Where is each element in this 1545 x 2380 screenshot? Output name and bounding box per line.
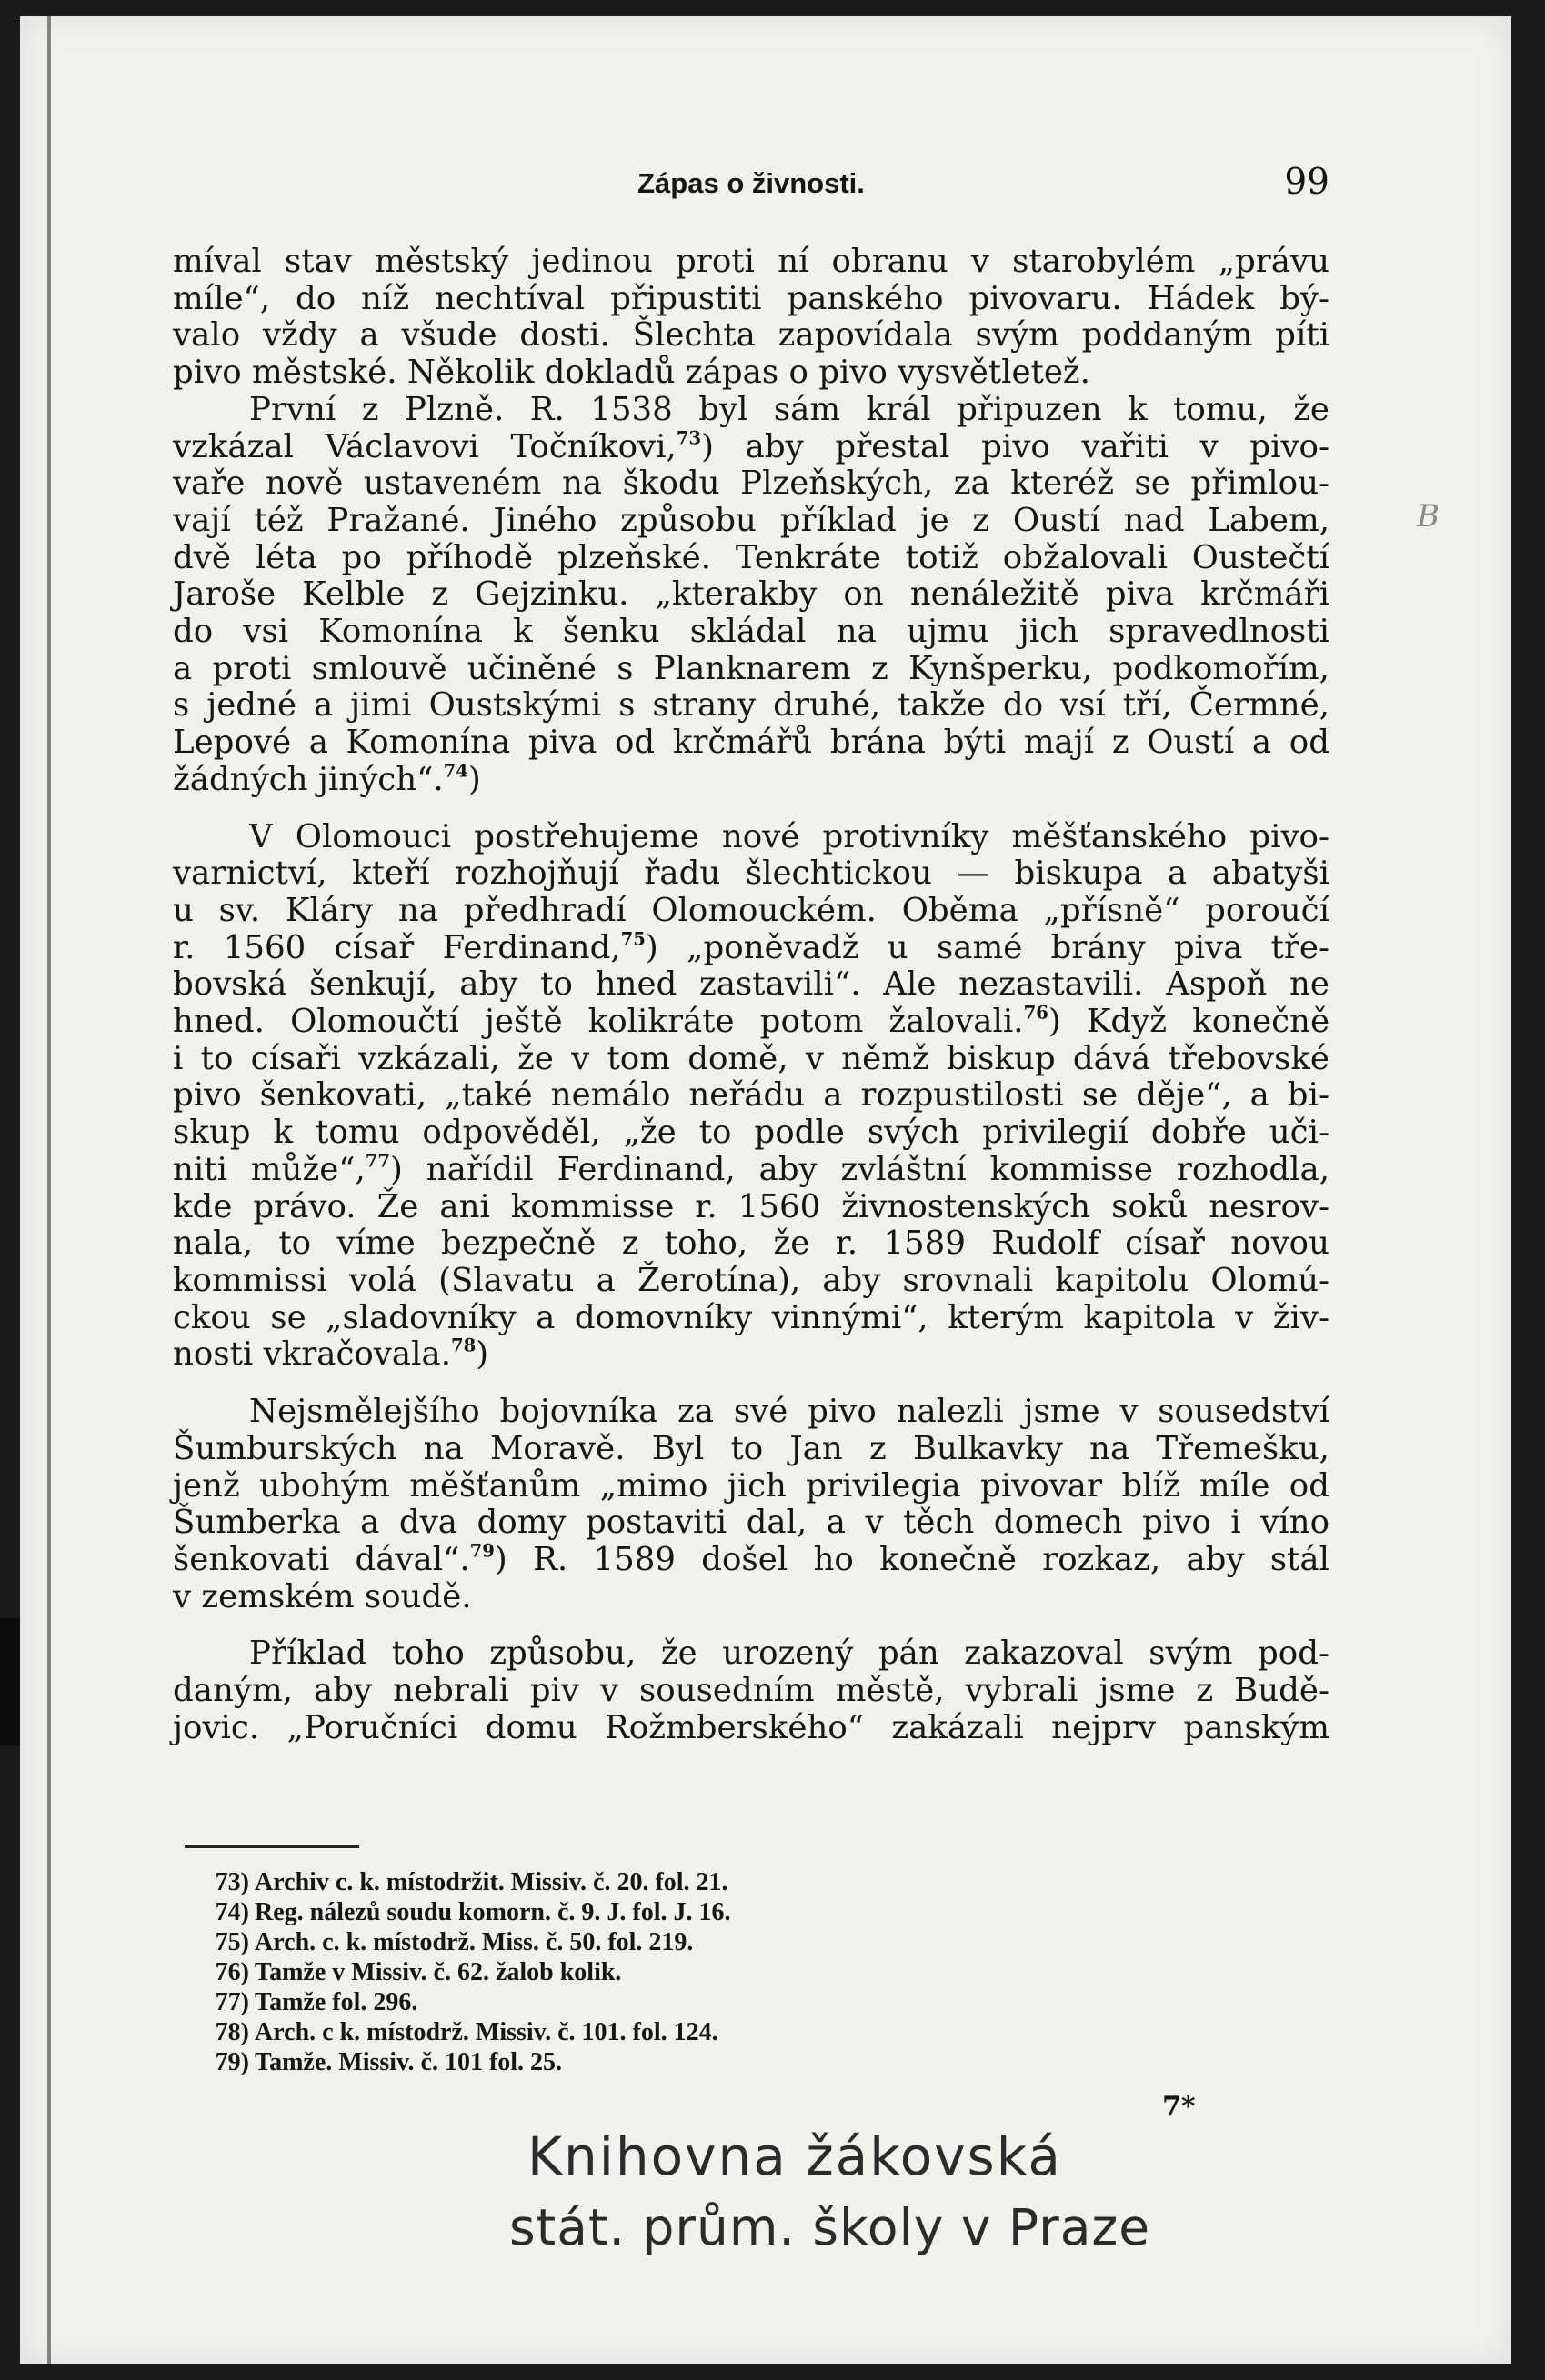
footnote <box>215 2047 1073 2077</box>
text-line-content: Šumberka a dva domy postaviti dal, a v těch domech pivo i víno <box>173 1504 1329 1542</box>
text-line-content: vzkázal Václavovi Točníkovi, <box>173 427 677 465</box>
gutter-line <box>47 16 51 2364</box>
text-line-content: u sv. Kláry na předhradí Olomouckém. Oběma „přísně“ poroučí <box>173 891 1329 929</box>
footnote-rule <box>185 1845 359 1848</box>
text-line-content: daným, aby nebrali piv v sousedním městě, vybrali jsme z Budě- <box>173 1672 1329 1710</box>
text-line <box>173 392 1329 429</box>
text-line <box>173 1505 1329 1542</box>
text-line-content: kde právo. Že ani kommisse r. 1560 živnostenských soků nesrov- <box>173 1187 1329 1225</box>
footnote <box>215 1867 1073 1897</box>
text-line-content: V Olomouci postřehujeme nové protivníky měšťanského pivo- <box>249 817 1329 855</box>
text-line-content: i to císaři vzkázali, že v tom domě, v němž biskup dává třebovské <box>173 1039 1329 1077</box>
page-header <box>173 153 1329 216</box>
text-line <box>173 244 1329 281</box>
text-line <box>173 1263 1329 1300</box>
text-line-content: varnictví, kteří rozhojňují řadu šlechtickou — biskupa a abatyši <box>173 855 1329 893</box>
text-line-content: šenkovati dával“. <box>173 1540 470 1578</box>
library-stamp <box>509 2125 1164 2307</box>
footnote-text: Tamže fol. 296. <box>255 1988 418 2016</box>
text-line <box>173 540 1329 577</box>
footnote-text: Arch. c. k. místodrž. Miss. č. 50. fol. 219. <box>255 1928 694 1956</box>
text-line <box>173 614 1329 651</box>
footnote-marker: 73) <box>215 1868 249 1896</box>
text-line-continuation: ) „poněvadž u samé brány piva tře- <box>645 928 1329 966</box>
footnote-text: Arch. c k. místodrž. Missiv. č. 101. fol. 124. <box>255 2018 718 2046</box>
text-line <box>173 1336 1329 1374</box>
text-line-content: jenž ubohým měšťanům „mimo jich privilegia pivovar blíž míle od <box>173 1466 1329 1505</box>
text-line-content: nosti vkračovala. <box>173 1335 452 1374</box>
text-line <box>173 1468 1329 1505</box>
footnote-reference: 75 <box>620 927 646 949</box>
text-line <box>173 762 1329 799</box>
footnote-text: Reg. nálezů soudu komorn. č. 9. J. fol. J. 16. <box>255 1898 731 1926</box>
text-line-content: míle“, do níž nechtíval připustiti panského pivovaru. Hádek bý- <box>173 279 1329 317</box>
text-line-content: a proti smlouvě učiněné s Planknarem z Kynšperku, podkomořím, <box>173 649 1329 687</box>
footnote-reference: 77 <box>365 1150 391 1172</box>
footnote-reference: 76 <box>1023 1002 1048 1024</box>
text-line <box>173 1152 1329 1189</box>
text-line-content: Lepové a Komonína piva od krčmářů brána býti mají z Oustí a od <box>173 724 1329 762</box>
footnote-reference: 73 <box>676 426 702 448</box>
text-line <box>173 1004 1329 1041</box>
text-line-content: První z Plzně. R. 1538 byl sám král připuzen k tomu, že <box>249 390 1329 428</box>
text-line <box>173 355 1329 392</box>
text-line-content: jovic. „Poručníci domu Rožmberského“ zakázali nejprv panským <box>173 1708 1329 1746</box>
footnote-reference: 74 <box>443 760 468 782</box>
text-line <box>173 1077 1329 1115</box>
footnote-marker: 74) <box>215 1898 249 1926</box>
text-line <box>173 1115 1329 1152</box>
text-line <box>173 1041 1329 1078</box>
text-line-content: vají též Pražané. Jiného způsobu příklad je z Oustí nad Labem, <box>173 501 1329 539</box>
text-line <box>173 317 1329 355</box>
text-line-content: dvě léta po příhodě plzeňské. Tenkráte totiž obžalovali Oustečtí <box>173 538 1329 576</box>
text-line <box>173 426 1329 466</box>
footnote-marker: 75) <box>215 1928 249 1956</box>
text-line-content: kommissi volá (Slavatu a Žerotína), aby srovnali kapitolu Olomú- <box>173 1261 1329 1299</box>
text-line <box>173 966 1329 1004</box>
text-line <box>173 1394 1329 1431</box>
stamp-line-1: Knihovna žákovská <box>527 2125 1062 2187</box>
binding-edge <box>0 1618 20 1745</box>
text-line-content: valo vždy a všude dosti. Šlechta zapovídala svým poddaným píti <box>173 316 1329 355</box>
text-line <box>173 465 1329 503</box>
text-line-content: Příklad toho způsobu, že urozený pán zakazoval svým pod- <box>249 1635 1329 1673</box>
paragraph-gap <box>173 1374 1329 1394</box>
text-line <box>173 1300 1329 1337</box>
text-line <box>173 1673 1329 1710</box>
footnote-marker: 79) <box>215 2048 249 2076</box>
body-text <box>173 244 1329 1746</box>
text-line-content: ckou se „sladovníky a domovníky vinnými“, kterým kapitola v živ- <box>173 1298 1329 1336</box>
text-line <box>173 687 1329 725</box>
text-line-content: žádných jiných“. <box>173 760 444 798</box>
text-line-content: Nejsmělejšího bojovníka za své pivo nalezli jsme v sousedství <box>249 1393 1329 1431</box>
footnote-text: Archiv c. k. místodržit. Missiv. č. 20. fol. 21. <box>255 1868 728 1896</box>
text-line-content: bovská šenkují, aby to hned zastavili“. Ale nezastavili. Aspoň ne <box>173 965 1329 1004</box>
text-line-continuation: ) Když konečně <box>1048 1003 1329 1041</box>
signature-mark: 7* <box>1162 2091 1196 2123</box>
text-line-content: s jedné a jimi Oustskými s strany druhé, takže do vsí tří, Čermné, <box>173 686 1329 725</box>
footnote-text: Tamže. Missiv. č. 101 fol. 25. <box>255 2048 563 2076</box>
footnote-reference: 79 <box>469 1540 495 1562</box>
footnote-reference: 78 <box>451 1335 477 1356</box>
text-line-content: Šumburských na Moravě. Byl to Jan z Bulkavky na Třemešku, <box>173 1429 1329 1467</box>
footnote <box>215 2017 1073 2047</box>
marginal-pencil-mark: B <box>1417 498 1440 535</box>
paragraph-gap <box>173 799 1329 819</box>
text-line <box>173 1431 1329 1468</box>
text-line-continuation: ) nařídil Ferdinand, aby zvláštní kommisse rozhodla, <box>390 1150 1329 1188</box>
footnote-marker: 78) <box>215 2018 249 2046</box>
text-line-content: do vsi Komonína k šenku skládal na ujmu jich spravedlnosti <box>173 613 1329 651</box>
text-line <box>173 576 1329 614</box>
text-line <box>173 503 1329 540</box>
footnote-marker: 77) <box>215 1988 249 2016</box>
text-line-content: v zemském soudě. <box>173 1577 472 1615</box>
footnote-marker: 76) <box>215 1958 249 1986</box>
footnote <box>215 1897 1073 1927</box>
text-line-content: pivo šenkovati, „také nemálo neřádu a rozpustilosti se děje“, a bi- <box>173 1076 1329 1115</box>
stamp-line-2: stát. prům. školy v Praze <box>509 2198 1151 2256</box>
text-line-continuation: ) R. 1589 došel ho konečně rozkaz, aby stál <box>494 1540 1329 1578</box>
text-line <box>173 893 1329 930</box>
footnotes <box>215 1867 1073 2077</box>
text-line-content: nala, to víme bezpečně z toho, že r. 1589 Rudolf císař novou <box>173 1225 1329 1263</box>
text-line <box>173 1189 1329 1226</box>
text-line-continuation: ) <box>476 1335 489 1374</box>
text-line <box>173 1225 1329 1263</box>
text-line <box>173 281 1329 318</box>
text-line-content: niti může“, <box>173 1150 366 1188</box>
text-line <box>173 1542 1329 1579</box>
footnote <box>215 1927 1073 1957</box>
text-line-content: Jaroše Kelble z Gejzinku. „kterakby on nenáležitě piva krčmáři <box>173 575 1329 614</box>
footnote-text: Tamže v Missiv. č. 62. žalob kolik. <box>255 1958 622 1986</box>
text-line <box>173 927 1329 967</box>
text-line-content: skup k tomu odpověděl, „že to podle svých privilegií dobře uči- <box>173 1114 1329 1152</box>
text-line-content: vaře nově ustaveném na škodu Plzeňských, za kteréž se přimlou- <box>173 465 1329 503</box>
text-line-content: míval stav městský jedinou proti ní obranu v starobylém „právu <box>173 243 1329 280</box>
text-line <box>173 855 1329 893</box>
paragraph-gap <box>173 1615 1329 1635</box>
text-line-content: hned. Olomoučtí ještě kolikráte potom žalovali. <box>173 1003 1024 1041</box>
text-line-continuation: ) <box>467 760 481 798</box>
text-line <box>173 651 1329 688</box>
text-line <box>173 1710 1329 1747</box>
text-line-continuation: ) aby přestal pivo vařiti v pivo- <box>701 427 1329 465</box>
text-line-content: r. 1560 císař Ferdinand, <box>173 928 621 966</box>
running-title: Zápas o živnosti. <box>637 167 865 199</box>
text-line <box>173 1579 1329 1616</box>
footnote <box>215 1957 1073 1987</box>
text-line <box>173 1635 1329 1673</box>
text-line <box>173 725 1329 762</box>
text-line <box>173 819 1329 856</box>
footnote <box>215 1987 1073 2017</box>
page-number: 99 <box>1284 162 1329 203</box>
text-line-content: pivo městské. Několik dokladů zápas o pivo vysvětletež. <box>173 354 1090 392</box>
